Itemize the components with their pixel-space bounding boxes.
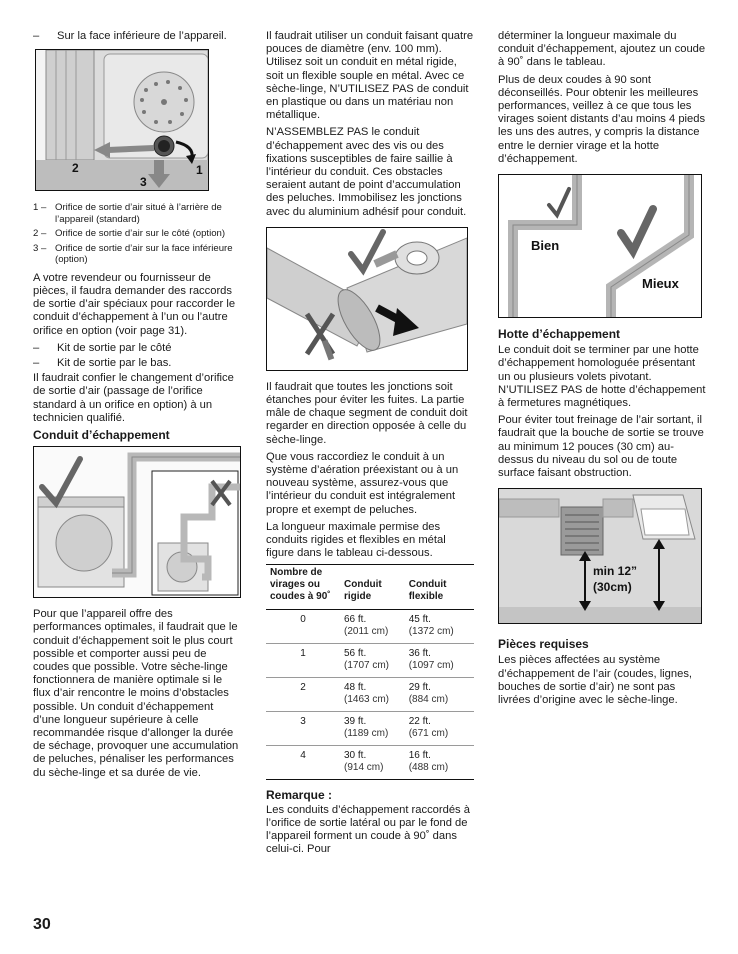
- paragraph: A votre revendeur ou fournisseur de pièces, il faudra demander des raccords de sortie d’air spéciaux pour raccorder le conduit d’échappement à l’un ou l’autre orifice en option (voir page 31).: [33, 271, 236, 337]
- rigid-ft: 39 ft.: [344, 716, 367, 728]
- rigid-cm: (1707 cm): [344, 660, 390, 672]
- table-cell: 1: [266, 644, 340, 678]
- intro-text: Sur la face inférieure de l’appareil.: [57, 30, 227, 42]
- flex-cm: (488 cm): [408, 762, 449, 774]
- table-header: Conduit rigide: [340, 565, 405, 610]
- section-heading: Pièces requises: [498, 637, 589, 652]
- legend-item: [33, 202, 239, 225]
- duct-joint-figure: [266, 227, 468, 371]
- table-cell: [340, 678, 405, 712]
- table-cell: [405, 644, 474, 678]
- kit-text: Kit de sortie par le côté: [57, 341, 172, 354]
- paragraph: Plus de deux coudes à 90 sont déconseillés. Pour obtenir les meilleures performances, veillez à ce que tous les virages soient distants d’au moins 4 pieds les uns des autres, y compris la distance entre le dernier virage et la hotte d’échappement.: [498, 73, 706, 165]
- legend-number: 2 –: [33, 228, 47, 240]
- column-2: [266, 30, 474, 861]
- table-row: [266, 610, 474, 644]
- dryer-bottom-figure: [35, 49, 209, 191]
- fig-label-bien: Bien: [531, 238, 560, 254]
- table-header: Conduit flexible: [405, 565, 474, 610]
- rigid-cm: (2011 cm): [344, 626, 389, 638]
- column-3: [498, 30, 708, 711]
- table-row: [266, 712, 474, 746]
- flex-cm: (1097 cm): [408, 660, 454, 672]
- legend-number: 3 –: [33, 242, 47, 254]
- paragraph: Les pièces affectées au système d’échappement de l’air (coudes, lignes, bouches de sortie d’air) ne sont pas livrées d’origine avec le sèche-linge.: [498, 654, 693, 707]
- fig-label-mieux: Mieux: [642, 276, 679, 292]
- paragraph: N’ASSEMBLEZ PAS le conduit d’échappement avec des vis ou des fixations susceptibles de faire saillie à l’intérieur du conduit. Ces obstacles seraient autant de point d’accumulation des peluches. Immobilisez les jonctions avec du aluminium adhésif pour conduit.: [266, 126, 467, 218]
- exhaust-duct-illustration: [34, 447, 240, 597]
- remark-text: Les conduits d’échappement raccordés à l’orifice de sortie latéral ou par le fond de l’appareil forment un coude à 90˚ dans celui-ci. Pour: [266, 803, 470, 856]
- rigid-cm: (1463 cm): [344, 694, 390, 706]
- dash: –: [33, 341, 40, 354]
- kit-item: [33, 342, 239, 355]
- paragraph: Le conduit doit se terminer par une hotte d’échappement homologuée présentant un ou plusieurs volets pivotant. N’UTILISEZ PAS de hotte d’échappement à fermetures magnétiques.: [498, 344, 706, 410]
- paragraph: La longueur maximale permise des conduits rigides et flexibles en métal figure dans le tableau ci-dessous.: [266, 520, 446, 560]
- duct-joint-illustration: [267, 228, 467, 370]
- dryer-bottom-illustration: [36, 50, 208, 190]
- elbow-comparison-illustration: [499, 175, 701, 317]
- section-heading: Hotte d’échappement: [498, 327, 621, 342]
- rigid-ft: 56 ft.: [344, 648, 367, 660]
- exhaust-hood-figure: [498, 488, 702, 624]
- dash: –: [33, 356, 40, 369]
- table-cell: 3: [266, 712, 340, 746]
- rigid-ft: 30 ft.: [344, 750, 367, 762]
- flex-ft: 29 ft.: [408, 682, 431, 694]
- exhaust-figure: [33, 446, 241, 598]
- table-cell: [340, 644, 405, 678]
- page-number: 30: [33, 916, 51, 933]
- paragraph: déterminer la longueur maximale du conduit d’échappement, ajoutez un coude à 90˚ dans le tableau.: [498, 30, 706, 69]
- table-cell: [340, 712, 405, 746]
- figure-legend: [33, 202, 239, 266]
- legend-text: Orifice de sortie d’air sur la face inférieure (option): [55, 242, 233, 266]
- fig1-label-2: 2: [72, 161, 79, 176]
- table-cell: 4: [266, 746, 340, 780]
- section-heading: Conduit d’échappement: [33, 427, 170, 442]
- exhaust-hood-illustration: [499, 489, 701, 623]
- legend-number: 1 –: [33, 202, 47, 214]
- column-1: [33, 30, 239, 784]
- paragraph: Pour éviter tout freinage de l’air sortant, il faudrait que la bouche de sortie se trouve au minimum 12 pouces (30 cm) au-dessus du niveau du sol ou de toute surface faisant obstruction.: [498, 414, 704, 480]
- rigid-cm: (914 cm): [344, 762, 384, 774]
- rigid-cm: (1189 cm): [344, 728, 389, 740]
- table-row: [266, 644, 474, 678]
- flex-cm: (671 cm): [408, 728, 449, 740]
- table-cell: [405, 610, 474, 644]
- fig1-label-3: 3: [140, 175, 147, 190]
- table-cell: [340, 746, 405, 780]
- paragraph: Il faudrait utiliser un conduit faisant quatre pouces de diamètre (env. 100 mm). Utilisez soit un conduit en métal rigide, soit un flexible souple en métal. Avec ce sèche-linge, N’UTILISEZ PAS de conduit en plastique ou dans un matériau non métallique.: [266, 30, 474, 122]
- paragraph: Il faudrait confier le changement d’orifice de sortie d’air (passage de l’orifice standard à un orifice en option) à un technicien qualifié.: [33, 372, 234, 424]
- flex-ft: 36 ft.: [408, 648, 431, 660]
- kit-text: Kit de sortie par le bas.: [57, 356, 172, 369]
- elbow-comparison-figure: [498, 174, 702, 318]
- fig-min-cm-label: (30cm): [593, 580, 632, 595]
- flex-cm: (884 cm): [408, 694, 449, 706]
- max-length-table: [266, 564, 474, 780]
- fig1-label-1: 1: [196, 163, 203, 178]
- table-cell: [405, 746, 474, 780]
- table-header: Nombre de virages ou coudes à 90˚: [266, 565, 340, 610]
- paragraph: Il faudrait que toutes les jonctions soit étanches pour éviter les fuites. La partie mâle de chaque segment de conduit doit regarder en direction opposée à celle du sèche-linge.: [266, 380, 468, 446]
- rigid-ft: 48 ft.: [344, 682, 367, 694]
- table-cell: 2: [266, 678, 340, 712]
- legend-text: Orifice de sortie d’air sur le côté (option): [55, 228, 226, 240]
- table-header-row: [266, 565, 474, 610]
- rigid-ft: 66 ft.: [344, 614, 367, 626]
- fig-min-label: min 12”: [593, 564, 638, 579]
- table-cell: [405, 712, 474, 746]
- table-cell: 0: [266, 610, 340, 644]
- legend-text: Orifice de sortie d’air situé à l’arrière de l’appareil (standard): [55, 202, 222, 225]
- table-row: [266, 678, 474, 712]
- paragraph: Pour que l’appareil offre des performances optimales, il faudrait que le conduit d’échappement soit le plus court possible et comporter aussi peu de coudes que possible. Votre sèche-linge fonctionnera de manière optimale si le flux d’air rencontre le moins d’obstacles possible. Un conduit d’échappement d’une longueur supérieure à celle recommandée risque d’allonger la durée de séchage, provoquer une accumulation de peluches, pénaliser les performances du sèche-linge et sa durée de vie.: [33, 608, 239, 779]
- flex-ft: 16 ft.: [408, 750, 431, 762]
- table-cell: [340, 610, 405, 644]
- legend-item: [33, 243, 239, 266]
- legend-item: [33, 228, 239, 240]
- table-row: [266, 746, 474, 780]
- flex-ft: 22 ft.: [408, 716, 431, 728]
- intro-line: [33, 30, 239, 43]
- dash: –: [33, 30, 40, 42]
- flex-cm: (1372 cm): [408, 626, 454, 638]
- kit-item: [33, 357, 239, 370]
- flex-ft: 45 ft.: [408, 614, 431, 626]
- paragraph: Que vous raccordiez le conduit à un système d’aération préexistant ou à un nouveau système, assurez-vous que l’intérieur du conduit est intégralement propre et exempt de peluches.: [266, 450, 459, 516]
- table-cell: [405, 678, 474, 712]
- remark-title: Remarque :: [266, 788, 333, 803]
